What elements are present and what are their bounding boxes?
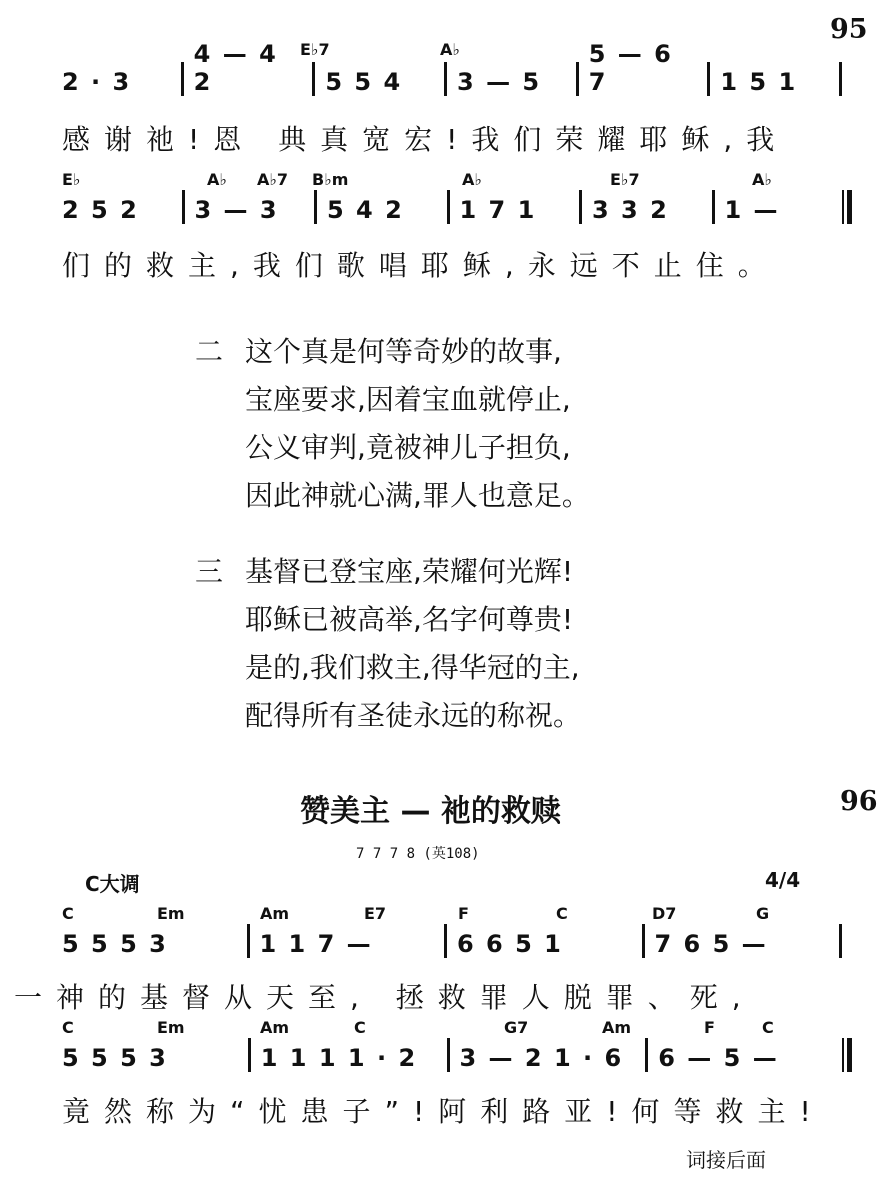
meter-label: 7 7 7 8 (英108) [356, 846, 480, 862]
stanza-number: 三 [195, 555, 224, 588]
stanza-line: 基督已登宝座,荣耀何光辉! [245, 555, 574, 588]
chord-label: E♭ [62, 170, 81, 189]
measure: 1 7 1 [459, 196, 537, 224]
chord-label: D7 [652, 904, 677, 923]
stanza-line: 配得所有圣徒永远的称祝。 [245, 699, 582, 732]
chord-label: C [762, 1018, 774, 1037]
chord-label: C [556, 904, 568, 923]
barline [314, 190, 317, 224]
chord-label: A♭ [462, 170, 482, 189]
stanza-line: 公义审判,竟被神儿子担负, [245, 431, 571, 464]
barline [182, 190, 185, 224]
chord-label: B♭m [312, 170, 349, 189]
measure: 4 — 4 2 [193, 40, 278, 96]
barline [576, 62, 579, 96]
final-barline [842, 1038, 852, 1072]
stanza [195, 328, 590, 520]
stanza-line: 因此神就心满,罪人也意足。 [245, 479, 590, 512]
chord-label: G [756, 904, 770, 923]
notation-row [62, 184, 852, 224]
lyrics-line: 竟然称为“忧患子”!阿利路亚!何等救主! [62, 1095, 825, 1128]
continuation-note: 词接后面 [686, 1148, 766, 1172]
key-signature: C大调 [85, 872, 140, 896]
measure: 2 5 2 [62, 196, 139, 224]
hymn-number: 96 [840, 786, 878, 817]
stanza-line: 这个真是何等奇妙的故事, [245, 335, 562, 368]
lyrics-line: 一神的基督从天至, 拯救罪人脱罪、死, [14, 981, 755, 1014]
measure: 3 — 2 1 · 6 [459, 1044, 624, 1072]
chord-label: Am [602, 1018, 632, 1037]
measure: 6 — 5 — [658, 1044, 779, 1072]
hymn-title: 赞美主 — 祂的救赎 [300, 794, 561, 829]
barline [247, 924, 250, 958]
stanza-line: 耶稣已被高举,名字何尊贵! [245, 603, 574, 636]
measure: 1 1 1 1 · 2 [260, 1044, 418, 1072]
chord-label: Em [157, 1018, 185, 1037]
measure: 5 5 4 [325, 68, 403, 96]
barline [312, 62, 315, 96]
measure: 1 1 7 — [259, 930, 373, 958]
measure: 3 — 3 [194, 196, 279, 224]
stanza-number: 二 [195, 335, 224, 368]
chord-label: Am [260, 1018, 290, 1037]
measure: 5 4 2 [327, 196, 404, 224]
chord-label: Am [260, 904, 290, 923]
hymn-number: 95 [830, 14, 868, 45]
final-barline [842, 190, 852, 224]
chord-label: F [458, 904, 469, 923]
measure: 6 6 5 1 [457, 930, 563, 958]
stanza-line: 是的,我们救主,得华冠的主, [245, 651, 580, 684]
stanza-line: 宝座要求,因着宝血就停止, [245, 383, 571, 416]
barline [839, 62, 842, 96]
barline [444, 62, 447, 96]
chord-label: E♭7 [610, 170, 640, 189]
measure: 5 5 5 3 [62, 930, 168, 958]
chord-label: E♭7 [300, 40, 330, 59]
measure: 1 — [724, 196, 780, 224]
chord-label: A♭ [752, 170, 772, 189]
barline [645, 1038, 648, 1072]
chord-label: C [354, 1018, 366, 1037]
barline [712, 190, 715, 224]
measure: 7 6 5 — [654, 930, 768, 958]
barline [839, 924, 842, 958]
measure: 5 5 5 3 [62, 1044, 168, 1072]
measure: 3 — 5 [457, 68, 542, 96]
chord-label: C [62, 904, 74, 923]
chord-label: A♭ [440, 40, 460, 59]
chord-label: C [62, 1018, 74, 1037]
barline [447, 1038, 450, 1072]
measure: 5 — 6 7 [588, 40, 673, 96]
lyrics-line: 们的救主,我们歌唱耶稣,永远不止住。 [62, 249, 780, 282]
chord-label: E7 [364, 904, 387, 923]
measure: 1 5 1 [720, 68, 798, 96]
barline [181, 62, 184, 96]
notation-row [62, 918, 852, 958]
chord-label: A♭7 [257, 170, 289, 189]
chord-label: G7 [504, 1018, 529, 1037]
barline [642, 924, 645, 958]
time-signature: 4/4 [765, 868, 801, 892]
chord-label: F [704, 1018, 715, 1037]
chord-label: Em [157, 904, 185, 923]
chord-label: A♭ [207, 170, 227, 189]
stanza [195, 548, 581, 740]
barline [707, 62, 710, 96]
barline [447, 190, 450, 224]
barline [248, 1038, 251, 1072]
lyrics-line: 感谢祂!恩 典真宽宏!我们荣耀耶稣,我 [62, 123, 789, 156]
barline [444, 924, 447, 958]
measure: 2 · 3 [62, 68, 132, 96]
notation-row [62, 1032, 852, 1072]
barline [579, 190, 582, 224]
measure: 3 3 2 [592, 196, 669, 224]
